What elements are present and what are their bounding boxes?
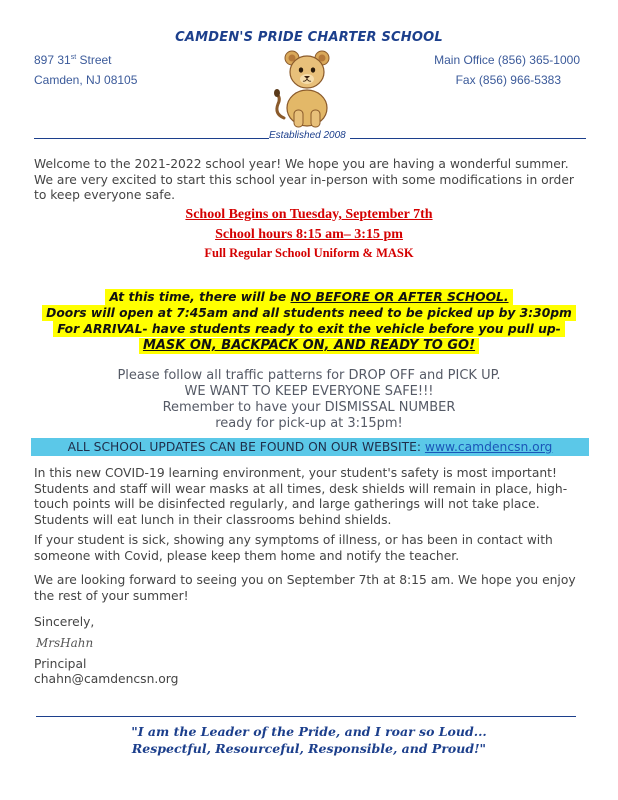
school-hours-heading: School hours 8:15 am– 3:15 pm (215, 227, 403, 242)
principal-email: chahn@camdencsn.org (34, 672, 179, 686)
school-begins-heading: School Begins on Tuesday, September 7th (185, 207, 433, 222)
uniform-heading: Full Regular School Uniform & MASK (204, 246, 414, 260)
traffic-patterns-line: Please follow all traffic patterns for DROP OFF and PICK UP. (117, 368, 501, 383)
established-label: Established 2008 (269, 130, 346, 141)
lion-cub-mascot-icon (272, 44, 342, 130)
pickup-time-line: ready for pick-up at 3:15pm! (215, 416, 403, 431)
city-state-zip: Camden, NJ 08105 (34, 73, 138, 87)
mask-backpack-line: MASK ON, BACKPACK ON, AND READY TO GO! (0, 334, 618, 354)
principal-title: Principal (34, 657, 87, 671)
sincerely-label: Sincerely, (34, 615, 95, 629)
street-address: 897 31st Street (34, 53, 112, 67)
doors-open-line: Doors will open at 7:45am and all students need to be picked up by 3:30pm (0, 302, 618, 321)
no-before-after-line: At this time, there will be NO BEFORE OR AFTER SCHOOL. (0, 286, 618, 305)
fax-number: Fax (856) 966-5383 (455, 73, 561, 87)
website-link[interactable]: www.camdencsn.org (424, 440, 553, 454)
footer-quote-line1: "I am the Leader of the Pride, and I roar so Loud... (131, 724, 487, 739)
header-divider-left (34, 138, 269, 139)
footer-quote-line2: Respectful, Resourceful, Responsible, and Proud!" (131, 741, 487, 756)
header-divider-right (350, 138, 586, 139)
intro-paragraph: Welcome to the 2021-2022 school year! We hope you are having a wonderful summer. We are very excited to start this school year in-person with some modifications in order to keep everyone safe. (34, 157, 574, 202)
school-name: CAMDEN'S PRIDE CHARTER SCHOOL (175, 30, 443, 45)
no-before-after-emphasis: NO BEFORE OR AFTER SCHOOL. (290, 290, 509, 304)
footer-divider (36, 716, 576, 717)
website-banner: ALL SCHOOL UPDATES CAN BE FOUND ON OUR WEBSITE: www.camdencsn.org (31, 438, 589, 456)
covid-paragraph: In this new COVID-19 learning environment, your student's safety is most important! Students and staff will wear masks at all times, desk shields will remain in place, high-touch points will be disinfected regularly, and large gatherings will not take place. Students will eat lunch in their classrooms behind shields. (34, 466, 568, 527)
arrival-line: For ARRIVAL- have students ready to exit the vehicle before you pull up- (0, 318, 618, 337)
main-office-phone: Main Office (856) 365-1000 (434, 53, 580, 67)
handwritten-signature: MrsHahn (36, 636, 94, 650)
closing-paragraph: We are looking forward to seeing you on September 7th at 8:15 am. We hope you enjoy the rest of your summer! (34, 573, 576, 603)
sick-paragraph: If your student is sick, showing any symptoms of illness, or has been in contact with someone with Covid, please keep them home and notify the teacher. (34, 533, 553, 563)
keep-safe-line: WE WANT TO KEEP EVERYONE SAFE!!! (184, 384, 434, 399)
dismissal-number-line: Remember to have your DISMISSAL NUMBER (162, 400, 456, 415)
